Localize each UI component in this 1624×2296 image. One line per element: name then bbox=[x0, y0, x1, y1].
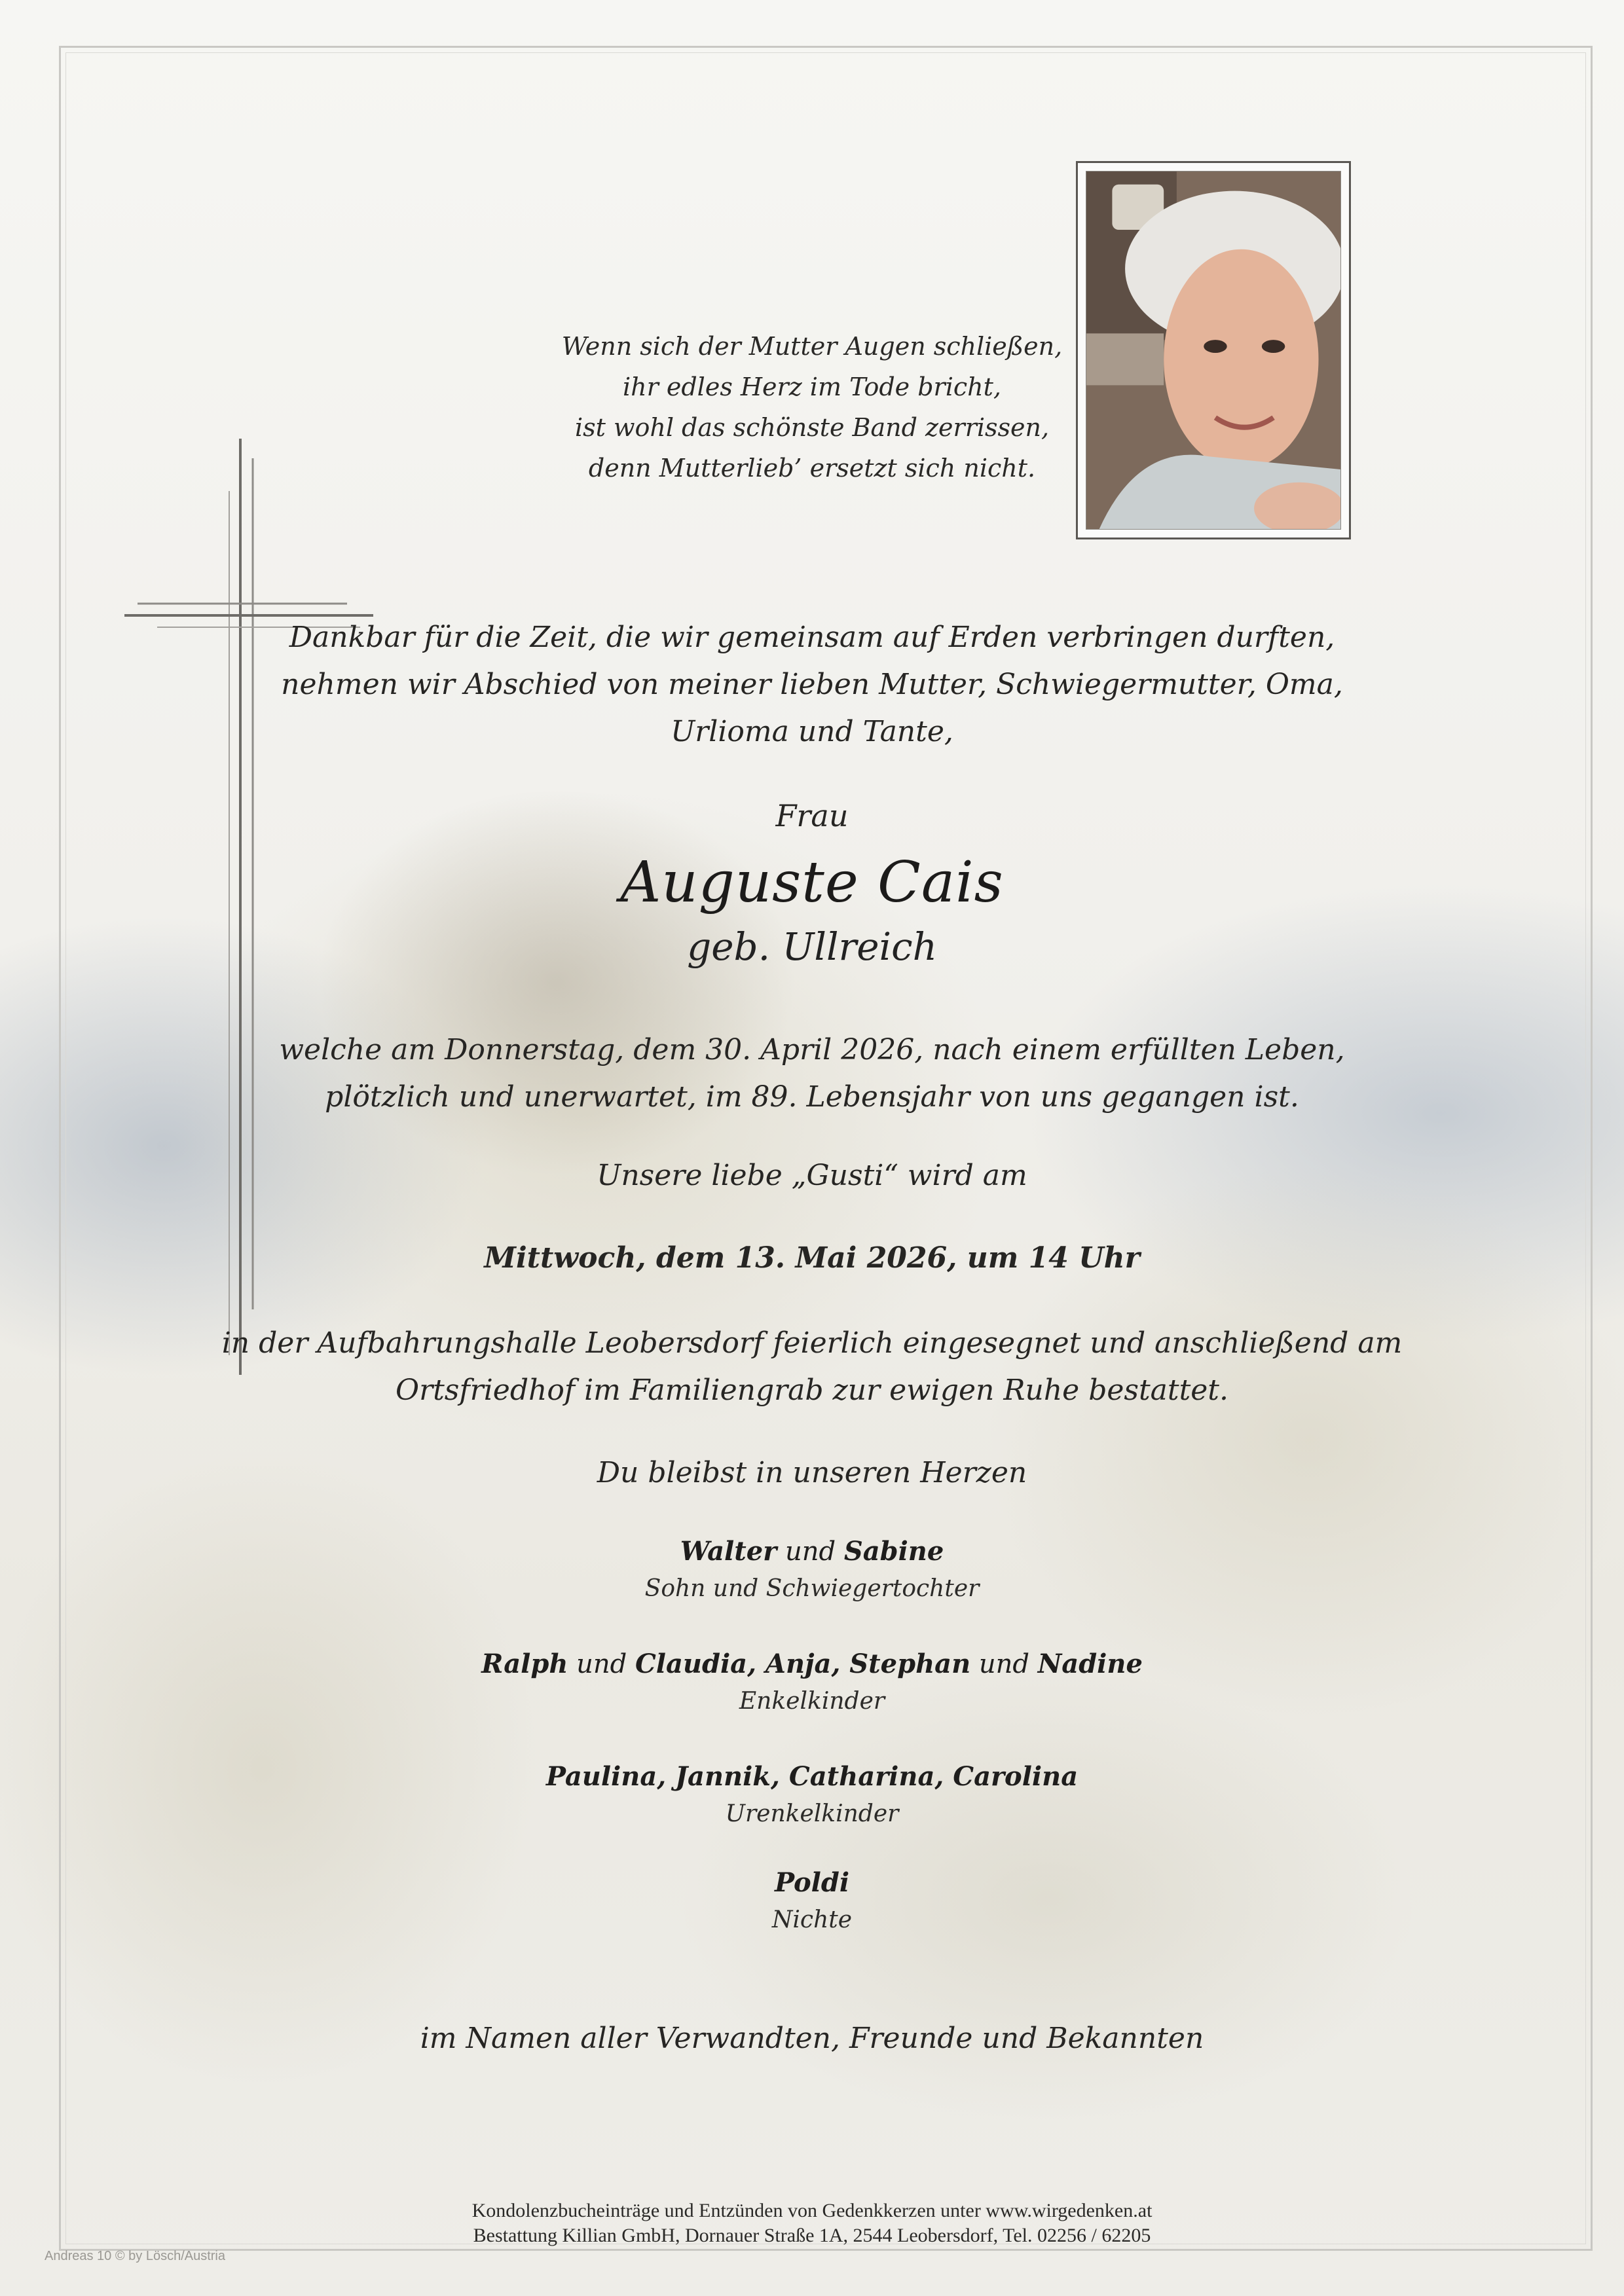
poem-line-1: Wenn sich der Mutter Augen schließen, bbox=[561, 332, 1063, 361]
poem-line-4: denn Mutterlieb’ ersetzt sich nicht. bbox=[588, 454, 1036, 483]
poem-line-3: ist wohl das schönste Band zerrissen, bbox=[574, 413, 1050, 442]
death-line-1: welche am Donnerstag, dem 30. April 2026, nach einem erfüllten Leben, bbox=[279, 1033, 1345, 1066]
death-line-2: plötzlich und unerwartet, im 89. Lebensjahr von uns gegangen ist. bbox=[325, 1080, 1299, 1114]
deceased-name: Auguste Cais bbox=[620, 850, 1004, 915]
footer-line-2: Bestattung Killian GmbH, Dornauer Straße 1A, 2544 Leobersdorf, Tel. 02256 / 62205 bbox=[473, 2225, 1151, 2246]
mourner-name: Nadine bbox=[1037, 1649, 1143, 1679]
mourner-group-1-relation: Sohn und Schwiegertochter bbox=[644, 1575, 980, 1602]
mourner-name: Poldi bbox=[774, 1867, 850, 1898]
maiden-name: geb. Ullreich bbox=[687, 924, 937, 969]
burial-line-1: in der Aufbahrungshalle Leobersdorf feierlich eingesegnet und anschließend am bbox=[221, 1326, 1403, 1360]
mourner-name: Sabine bbox=[843, 1536, 944, 1567]
intro-line-3: Urlioma und Tante, bbox=[671, 715, 953, 748]
mourner-group-4-relation: Nichte bbox=[771, 1906, 853, 1933]
footer-line-1: Kondolenzbucheinträge und Entzünden von Gedenkkerzen unter www.wirgedenken.at bbox=[471, 2200, 1153, 2221]
farewell-text: Du bleibst in unseren Herzen bbox=[597, 1456, 1027, 1489]
mourner-group-3-names bbox=[0, 1758, 1624, 1795]
intro-line-1: Dankbar für die Zeit, die wir gemeinsam auf Erden verbringen durften, bbox=[289, 621, 1335, 654]
mourner-connector: und bbox=[568, 1649, 635, 1679]
funeral-date: Mittwoch, dem 13. Mai 2026, um 14 Uhr bbox=[484, 1241, 1140, 1275]
mourner-group-4-names bbox=[0, 1865, 1624, 1901]
announce-text: Unsere liebe „Gusti“ wird am bbox=[597, 1159, 1027, 1192]
mourner-connector: und bbox=[777, 1537, 844, 1567]
mourner-name: Claudia, Anja, Stephan bbox=[635, 1649, 971, 1679]
mourner-name: Ralph bbox=[481, 1649, 568, 1679]
mourner-connector: und bbox=[970, 1649, 1038, 1679]
closing-text: im Namen aller Verwandten, Freunde und Bekannten bbox=[420, 2022, 1204, 2055]
burial-line-2: Ortsfriedhof im Familiengrab zur ewigen Ruhe bestattet. bbox=[396, 1374, 1228, 1407]
poem-line-2: ihr edles Herz im Tode bricht, bbox=[623, 373, 1001, 401]
mourner-group-2-names bbox=[0, 1646, 1624, 1683]
mourner-name: Paulina, Jannik, Catharina, Carolina bbox=[545, 1761, 1079, 1792]
intro-line-2: nehmen wir Abschied von meiner lieben Mutter, Schwiegermutter, Oma, bbox=[281, 668, 1343, 701]
credit-text: Andreas 10 © by Lösch/Austria bbox=[45, 2249, 225, 2263]
mourner-name: Walter bbox=[680, 1536, 777, 1567]
salutation: Frau bbox=[775, 798, 849, 833]
mourner-group-2-relation: Enkelkinder bbox=[739, 1688, 885, 1715]
mourner-group-1-names bbox=[0, 1533, 1624, 1570]
mourner-group-3-relation: Urenkelkinder bbox=[725, 1800, 899, 1827]
